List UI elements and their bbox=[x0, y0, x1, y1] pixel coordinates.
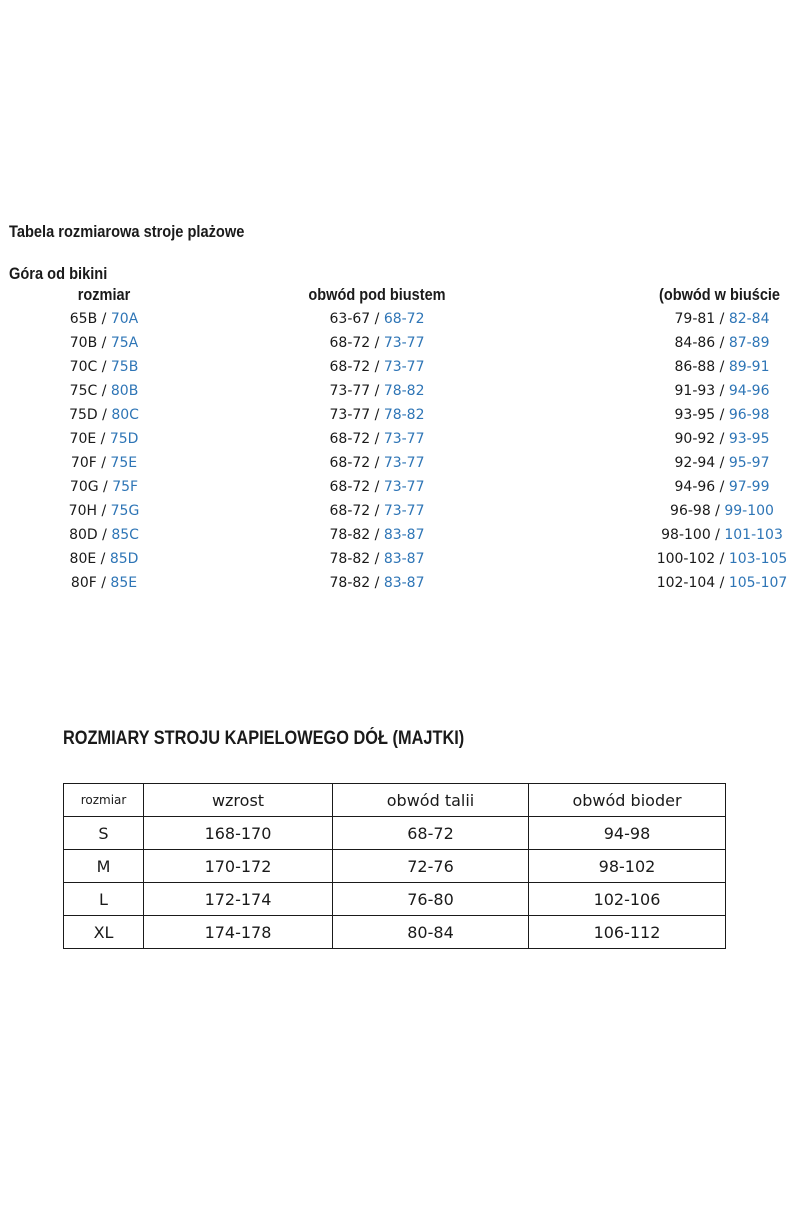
separator: / bbox=[97, 503, 111, 519]
table-row bbox=[0, 407, 780, 431]
primary-value: 80E bbox=[69, 551, 97, 567]
bust-cell bbox=[657, 551, 787, 567]
bust-cell bbox=[675, 335, 770, 351]
alternate-value: 75E bbox=[110, 455, 138, 471]
alternate-value: 75G bbox=[110, 503, 140, 519]
bottoms-title: ROZMIARY STROJU KAPIELOWEGO DÓŁ (MAJTKI) bbox=[63, 728, 465, 749]
height-cell: 168-170 bbox=[144, 817, 333, 850]
separator: / bbox=[98, 479, 113, 495]
bust-cell bbox=[675, 407, 770, 423]
alternate-value: 85E bbox=[110, 575, 138, 591]
separator: / bbox=[370, 335, 384, 351]
height-cell: 170-172 bbox=[144, 850, 333, 883]
table-row bbox=[0, 383, 780, 407]
alternate-value: 93-95 bbox=[728, 431, 770, 447]
underbust-cell bbox=[330, 383, 425, 399]
primary-value: 98-100 bbox=[661, 527, 711, 543]
primary-value: 70E bbox=[69, 431, 97, 447]
size-cell: XL bbox=[64, 916, 144, 949]
primary-value: 75C bbox=[69, 383, 98, 399]
separator: / bbox=[370, 479, 384, 495]
separator: / bbox=[715, 575, 729, 591]
alternate-value: 78-82 bbox=[383, 407, 425, 423]
size-cell bbox=[70, 479, 138, 495]
underbust-cell bbox=[330, 335, 425, 351]
bikini-top-header-row bbox=[0, 286, 780, 310]
primary-value: 93-95 bbox=[674, 407, 716, 423]
primary-value: 91-93 bbox=[674, 383, 716, 399]
waist-cell: 68-72 bbox=[333, 817, 529, 850]
table-row bbox=[64, 916, 726, 949]
header-height: wzrost bbox=[144, 784, 333, 817]
separator: / bbox=[96, 455, 111, 471]
header-underbust: obwód pod biustem bbox=[308, 286, 446, 304]
separator: / bbox=[97, 407, 112, 423]
primary-value: 92-94 bbox=[674, 455, 716, 471]
separator: / bbox=[370, 575, 384, 591]
separator: / bbox=[97, 359, 111, 375]
primary-value: 68-72 bbox=[329, 503, 371, 519]
separator: / bbox=[710, 527, 725, 543]
underbust-cell bbox=[330, 455, 425, 471]
primary-value: 68-72 bbox=[329, 431, 371, 447]
alternate-value: 73-77 bbox=[383, 335, 425, 351]
bust-cell bbox=[675, 311, 770, 327]
table-row bbox=[0, 479, 780, 503]
bust-cell bbox=[675, 359, 770, 375]
table-row bbox=[0, 455, 780, 479]
table-row bbox=[0, 359, 780, 383]
underbust-cell bbox=[330, 479, 425, 495]
alternate-value: 85D bbox=[109, 551, 139, 567]
alternate-value: 73-77 bbox=[383, 455, 425, 471]
alternate-value: 73-77 bbox=[383, 359, 425, 375]
primary-value: 73-77 bbox=[329, 407, 371, 423]
table-row bbox=[64, 850, 726, 883]
alternate-value: 87-89 bbox=[728, 335, 770, 351]
separator: / bbox=[370, 551, 384, 567]
underbust-cell bbox=[330, 551, 425, 567]
separator: / bbox=[97, 335, 111, 351]
separator: / bbox=[370, 431, 384, 447]
separator: / bbox=[715, 431, 729, 447]
table-row bbox=[0, 431, 780, 455]
separator: / bbox=[370, 407, 384, 423]
alternate-value: 73-77 bbox=[383, 479, 425, 495]
alternate-value: 75A bbox=[110, 335, 139, 351]
underbust-cell bbox=[330, 431, 425, 447]
separator: / bbox=[370, 359, 384, 375]
separator: / bbox=[96, 575, 111, 591]
size-cell bbox=[70, 311, 138, 327]
alternate-value: 95-97 bbox=[728, 455, 770, 471]
separator: / bbox=[715, 407, 729, 423]
primary-value: 100-102 bbox=[656, 551, 716, 567]
waist-cell: 80-84 bbox=[333, 916, 529, 949]
size-cell bbox=[70, 551, 139, 567]
primary-value: 79-81 bbox=[674, 311, 716, 327]
alternate-value: 73-77 bbox=[383, 503, 425, 519]
table-header-row bbox=[64, 784, 726, 817]
size-cell bbox=[70, 359, 139, 375]
alternate-value: 80C bbox=[111, 407, 139, 423]
primary-value: 70F bbox=[70, 455, 97, 471]
separator: / bbox=[715, 335, 729, 351]
alternate-value: 68-72 bbox=[383, 311, 425, 327]
alternate-value: 75D bbox=[109, 431, 139, 447]
header-hips: obwód bioder bbox=[529, 784, 726, 817]
hips-cell: 106-112 bbox=[529, 916, 726, 949]
primary-value: 70G bbox=[69, 479, 99, 495]
bust-cell bbox=[670, 503, 774, 519]
primary-value: 68-72 bbox=[329, 455, 371, 471]
bust-cell bbox=[675, 431, 770, 447]
table-row bbox=[0, 335, 780, 359]
primary-value: 70H bbox=[68, 503, 98, 519]
bikini-bottom-size-table bbox=[63, 783, 726, 949]
primary-value: 80D bbox=[69, 527, 98, 543]
separator: / bbox=[370, 383, 384, 399]
hips-cell: 98-102 bbox=[529, 850, 726, 883]
table-row bbox=[0, 575, 787, 599]
alternate-value: 103-105 bbox=[728, 551, 787, 567]
primary-value: 68-72 bbox=[329, 359, 371, 375]
alternate-value: 99-100 bbox=[724, 503, 774, 519]
primary-value: 96-98 bbox=[670, 503, 711, 519]
hips-cell: 102-106 bbox=[529, 883, 726, 916]
primary-value: 73-77 bbox=[329, 383, 371, 399]
header-bust: (obwód w biuście bbox=[659, 286, 781, 304]
alternate-value: 75F bbox=[112, 479, 139, 495]
primary-value: 68-72 bbox=[329, 335, 371, 351]
table-row bbox=[0, 551, 787, 575]
size-cell bbox=[71, 575, 137, 591]
table-row bbox=[64, 883, 726, 916]
hips-cell: 94-98 bbox=[529, 817, 726, 850]
header-size: rozmiar bbox=[77, 286, 131, 304]
separator: / bbox=[370, 455, 384, 471]
underbust-cell bbox=[330, 407, 425, 423]
bikini-top-subtitle: Góra od bikini bbox=[9, 264, 108, 283]
size-cell: L bbox=[64, 883, 144, 916]
alternate-value: 73-77 bbox=[383, 431, 425, 447]
separator: / bbox=[370, 527, 384, 543]
page-title: Tabela rozmiarowa stroje plażowe bbox=[9, 222, 245, 241]
alternate-value: 97-99 bbox=[728, 479, 770, 495]
separator: / bbox=[370, 503, 384, 519]
separator: / bbox=[715, 455, 729, 471]
primary-value: 70B bbox=[69, 335, 98, 351]
alternate-value: 82-84 bbox=[728, 311, 770, 327]
waist-cell: 72-76 bbox=[333, 850, 529, 883]
table-row bbox=[0, 503, 780, 527]
separator: / bbox=[715, 383, 729, 399]
alternate-value: 75B bbox=[110, 359, 139, 375]
primary-value: 102-104 bbox=[656, 575, 716, 591]
primary-value: 78-82 bbox=[329, 551, 371, 567]
alternate-value: 105-107 bbox=[728, 575, 787, 591]
separator: / bbox=[96, 431, 110, 447]
separator: / bbox=[715, 479, 729, 495]
primary-value: 78-82 bbox=[329, 527, 371, 543]
table-row bbox=[0, 311, 780, 335]
alternate-value: 80B bbox=[110, 383, 139, 399]
primary-value: 94-96 bbox=[674, 479, 716, 495]
alternate-value: 94-96 bbox=[728, 383, 770, 399]
separator: / bbox=[715, 551, 729, 567]
waist-cell: 76-80 bbox=[333, 883, 529, 916]
primary-value: 84-86 bbox=[674, 335, 716, 351]
size-cell bbox=[70, 383, 139, 399]
primary-value: 86-88 bbox=[674, 359, 716, 375]
primary-value: 75D bbox=[69, 407, 98, 423]
underbust-cell bbox=[330, 575, 425, 591]
separator: / bbox=[370, 311, 384, 327]
size-cell bbox=[71, 455, 137, 471]
size-cell bbox=[69, 407, 139, 423]
primary-value: 78-82 bbox=[329, 575, 371, 591]
table-row bbox=[0, 527, 783, 551]
primary-value: 80F bbox=[70, 575, 97, 591]
separator: / bbox=[96, 551, 110, 567]
size-cell bbox=[70, 335, 138, 351]
alternate-value: 96-98 bbox=[728, 407, 770, 423]
alternate-value: 83-87 bbox=[383, 527, 425, 543]
alternate-value: 101-103 bbox=[724, 527, 783, 543]
bust-cell bbox=[657, 575, 787, 591]
bust-cell bbox=[675, 383, 770, 399]
alternate-value: 70A bbox=[110, 311, 139, 327]
underbust-cell bbox=[330, 359, 425, 375]
primary-value: 68-72 bbox=[329, 479, 371, 495]
separator: / bbox=[97, 383, 111, 399]
bust-cell bbox=[675, 479, 770, 495]
alternate-value: 83-87 bbox=[383, 575, 425, 591]
alternate-value: 78-82 bbox=[383, 383, 425, 399]
alternate-value: 85C bbox=[111, 527, 139, 543]
primary-value: 65B bbox=[69, 311, 98, 327]
size-cell bbox=[69, 527, 139, 543]
separator: / bbox=[97, 311, 111, 327]
size-cell: M bbox=[64, 850, 144, 883]
alternate-value: 89-91 bbox=[728, 359, 770, 375]
size-cell: S bbox=[64, 817, 144, 850]
size-cell bbox=[70, 431, 139, 447]
height-cell: 172-174 bbox=[144, 883, 333, 916]
height-cell: 174-178 bbox=[144, 916, 333, 949]
separator: / bbox=[97, 527, 112, 543]
alternate-value: 83-87 bbox=[383, 551, 425, 567]
header-size: rozmiar bbox=[64, 784, 144, 817]
primary-value: 63-67 bbox=[329, 311, 371, 327]
bust-cell bbox=[675, 455, 770, 471]
size-cell bbox=[69, 503, 140, 519]
underbust-cell bbox=[330, 527, 425, 543]
underbust-cell bbox=[330, 311, 425, 327]
primary-value: 70C bbox=[69, 359, 98, 375]
separator: / bbox=[710, 503, 725, 519]
bust-cell bbox=[661, 527, 783, 543]
underbust-cell bbox=[330, 503, 425, 519]
separator: / bbox=[715, 311, 729, 327]
table-row bbox=[64, 817, 726, 850]
primary-value: 90-92 bbox=[674, 431, 716, 447]
header-waist: obwód talii bbox=[333, 784, 529, 817]
separator: / bbox=[715, 359, 729, 375]
